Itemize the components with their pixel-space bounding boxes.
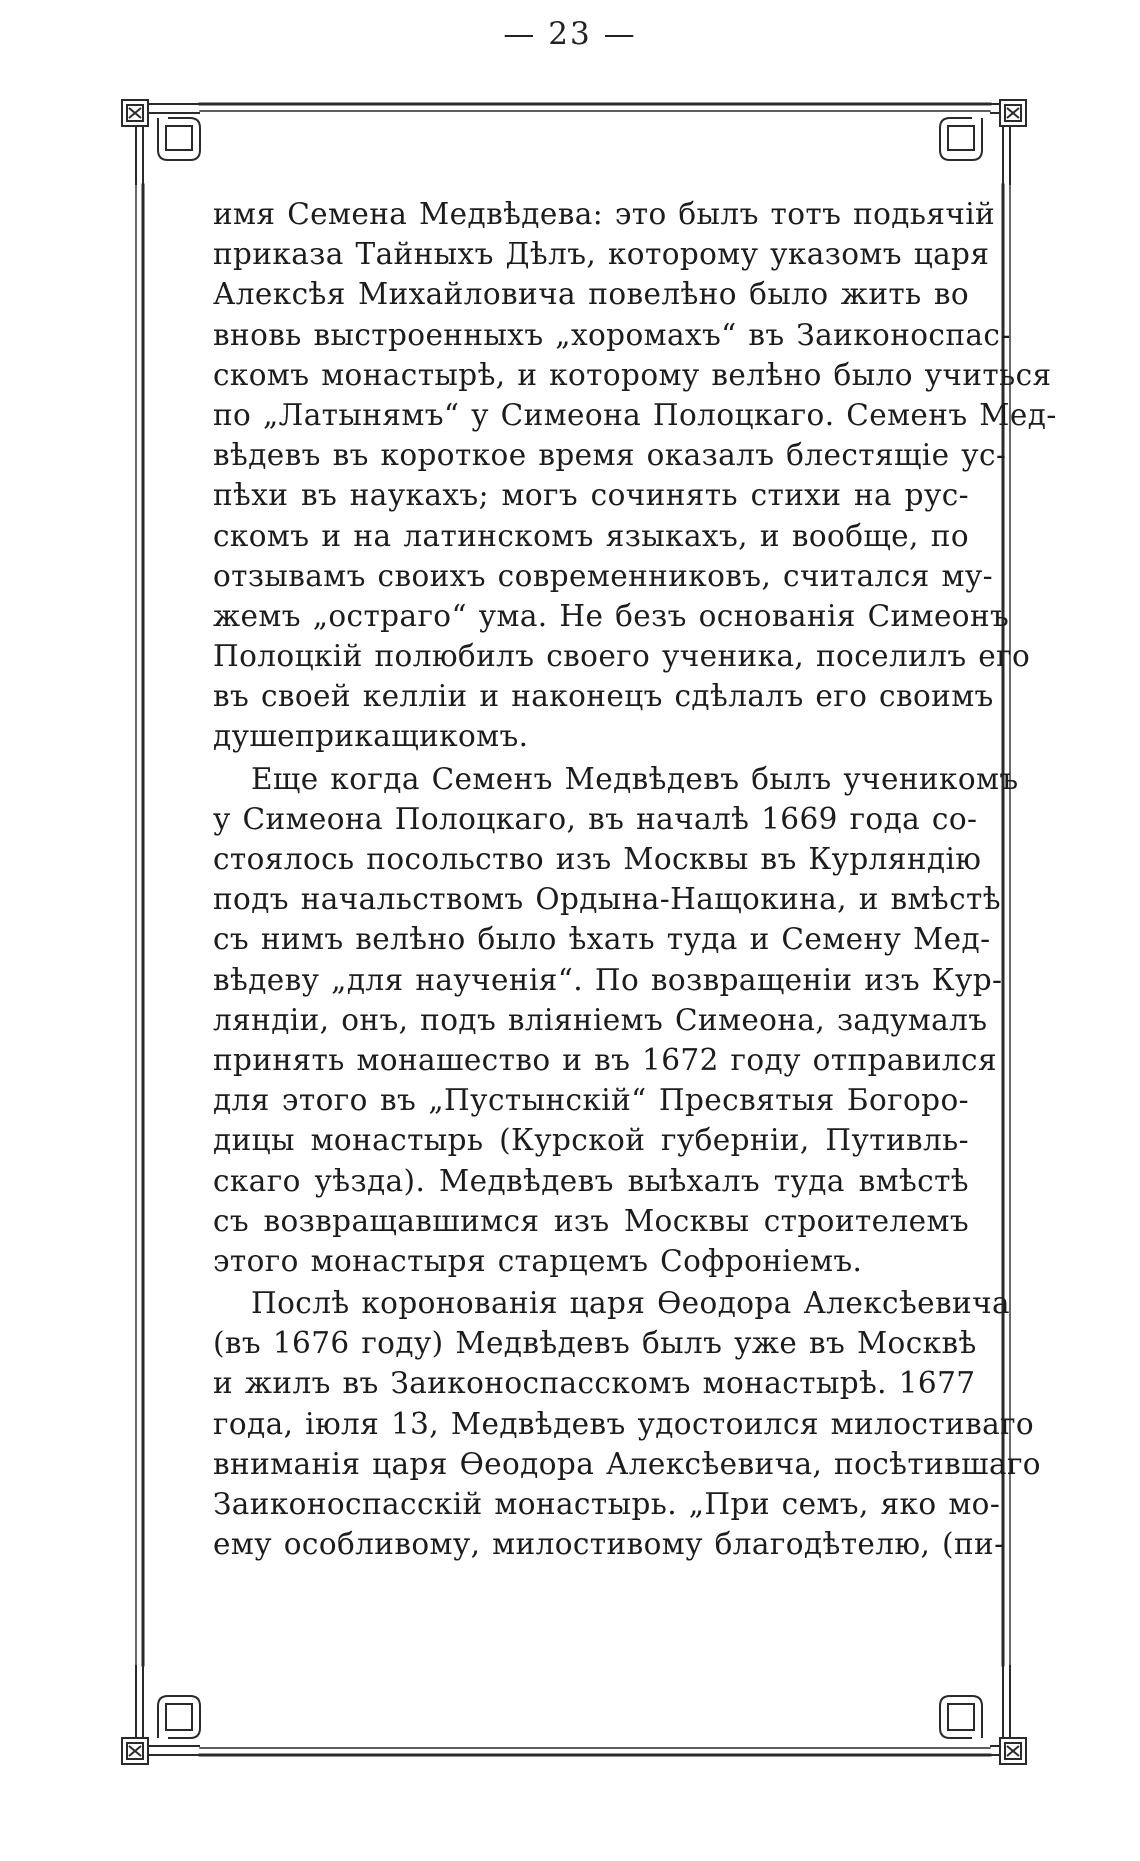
- corner-ornament-top-left: [122, 100, 200, 185]
- text-line: въ своей келліи и наконецъ сдѣлалъ его своимъ: [213, 679, 994, 714]
- text-line: Алексѣя Михайловича повелѣно было жить во: [213, 277, 969, 312]
- text-line: стоялось посольство изъ Москвы въ Курляндію: [213, 842, 982, 876]
- text-line: Заиконоспасскій монастырь. „При семъ, яко мо-: [213, 1487, 1001, 1521]
- page-number: — 23 —: [503, 16, 637, 52]
- text-line: ему особливому, милостивому благодѣтелю, (пи-: [213, 1527, 1005, 1562]
- paragraph-1: [213, 194, 1057, 757]
- text-line: дицы монастырь (Курской губерніи, Путивль-: [213, 1123, 969, 1158]
- text-line: отзывамъ своихъ современниковъ, считался му-: [213, 558, 993, 593]
- text-line: Послѣ коронованія царя Ѳеодора Алексѣевича: [251, 1286, 1010, 1321]
- paragraph-2: [213, 759, 1019, 1281]
- text-line: скомъ монастырѣ, и которому велѣно было учиться: [213, 357, 1052, 392]
- text-line: вновь выстроенныхъ „хоромахъ“ въ Заиконоспас-: [213, 317, 1011, 352]
- text-line: этого монастыря старцемъ Софроніемъ.: [213, 1243, 863, 1278]
- text-line: для этого въ „Пустынскій“ Пресвятыя Богоро-: [213, 1083, 969, 1118]
- text-line: ляндіи, онъ, подъ вліяніемъ Симеона, задумалъ: [213, 1002, 988, 1037]
- text-line: скомъ и на латинскомъ языкахъ, и вообще, по: [213, 518, 969, 553]
- paragraph-3: [213, 1283, 1041, 1564]
- corner-ornament-bottom-right: [940, 1665, 1026, 1764]
- text-line: душеприкащикомъ.: [213, 719, 529, 754]
- text-line: и жилъ въ Заиконоспасскомъ монастырѣ. 1677: [213, 1366, 976, 1401]
- text-line: подъ начальствомъ Ордына-Нащокина, и вмѣстѣ: [213, 882, 1001, 917]
- text-line: Полоцкій полюбилъ своего ученика, поселилъ его: [213, 639, 1031, 674]
- text-line: вниманія царя Ѳеодора Алексѣевича, посѣтившаго: [213, 1446, 1041, 1481]
- text-line: года, іюля 13, Медвѣдевъ удостоился милостиваго: [213, 1406, 1035, 1441]
- text-line: по „Латынямъ“ у Симеона Полоцкаго. Семенъ Мед-: [213, 397, 1057, 432]
- text-line: съ возвращавшимся изъ Москвы строителемъ: [213, 1203, 969, 1238]
- text-line: приказа Тайныхъ Дѣлъ, которому указомъ царя: [213, 237, 990, 272]
- body-text: [213, 194, 1057, 1564]
- text-line: съ нимъ велѣно было ѣхать туда и Семену Мед-: [213, 922, 991, 957]
- corner-ornament-bottom-left: [122, 1665, 200, 1764]
- text-line: вѣдеву „для наученія“. По возвращеніи изъ Кур-: [213, 962, 1003, 997]
- text-line: скаго уѣзда). Медвѣдевъ выѣхалъ туда вмѣстѣ: [213, 1163, 969, 1198]
- text-line: вѣдевъ въ короткое время оказалъ блестящіе ус-: [213, 438, 1007, 473]
- text-line: принять монашество и въ 1672 году отправился: [213, 1042, 997, 1077]
- text-line: имя Семена Медвѣдева: это былъ тотъ подьячій: [213, 197, 996, 231]
- text-line: у Симеона Полоцкаго, въ началѣ 1669 года со-: [213, 801, 978, 836]
- corner-ornament-top-right: [940, 100, 1026, 185]
- text-line: пѣхи въ наукахъ; могъ сочинять стихи на рус-: [213, 478, 969, 513]
- text-line: жемъ „остраго“ ума. Не безъ основанія Симеонъ: [213, 598, 1010, 633]
- text-line: (въ 1676 году) Медвѣдевъ былъ уже въ Москвѣ: [213, 1326, 977, 1361]
- text-line: Еще когда Семенъ Медвѣдевъ былъ ученикомъ: [251, 761, 1019, 796]
